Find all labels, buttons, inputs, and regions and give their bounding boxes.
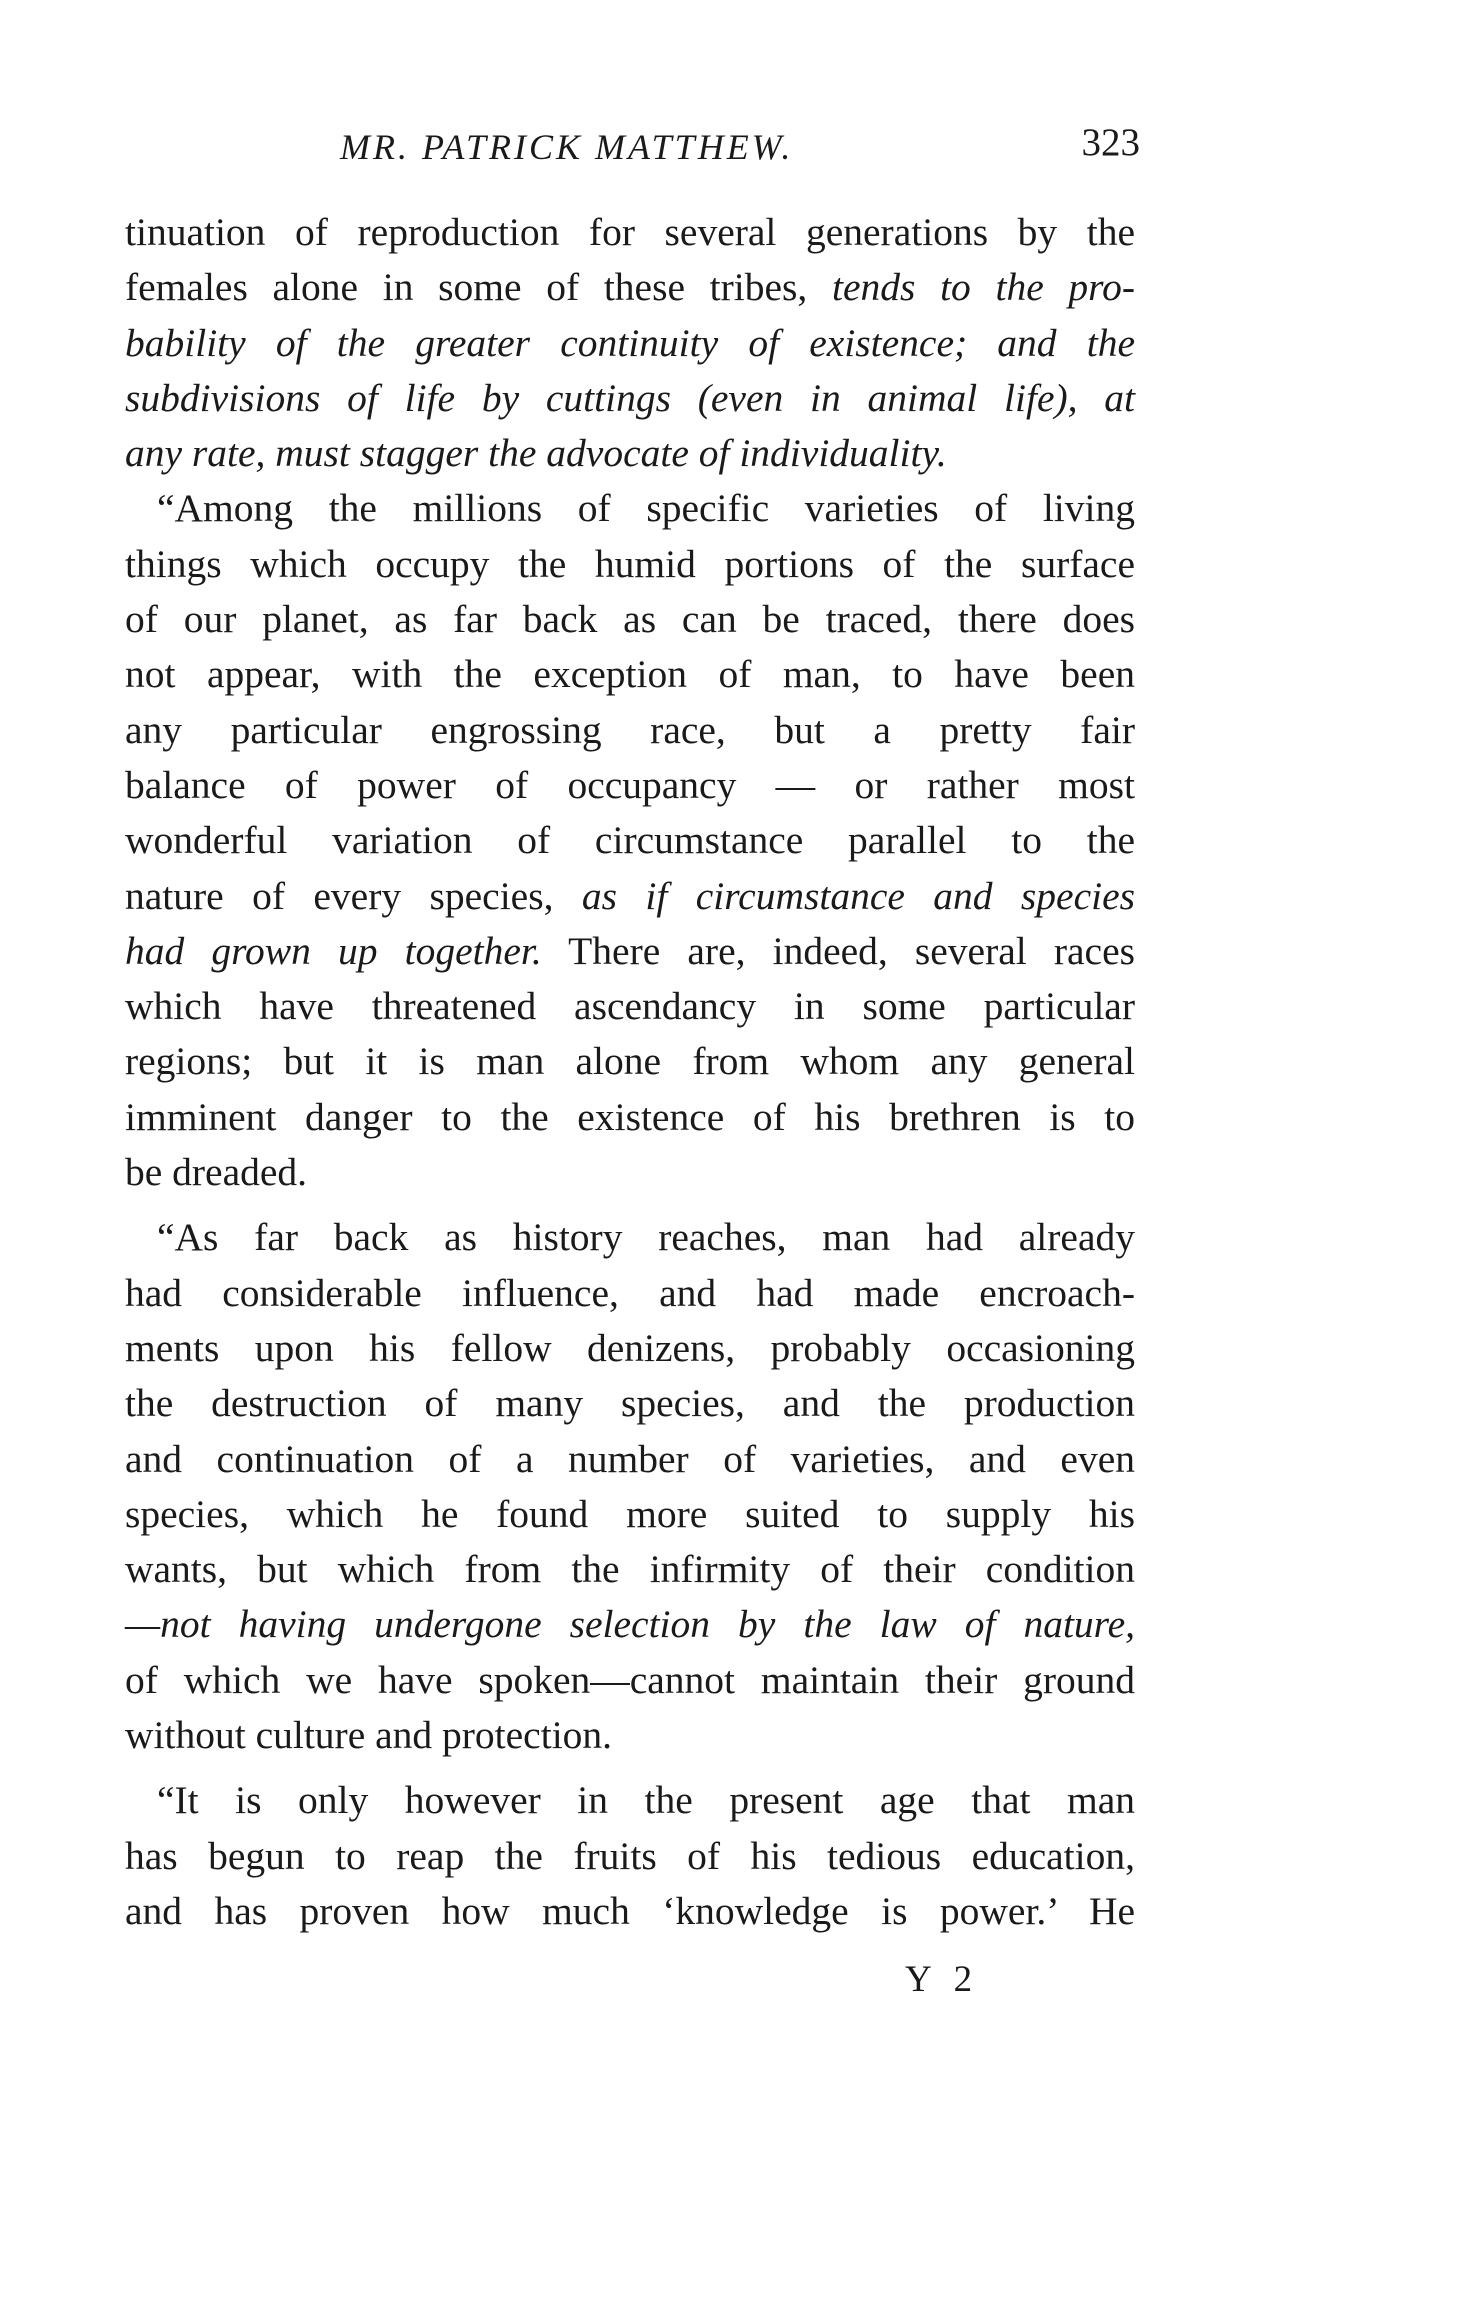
text-line: any rate, must stagger the advocate of individuality. <box>125 431 947 476</box>
text-line: had grown up together. There are, indeed, several races <box>125 928 1135 973</box>
page-number: 323 <box>1081 121 1140 164</box>
text-line: “As far back as history reaches, man had already <box>157 1215 1135 1260</box>
text-line: “It is only however in the present age that man <box>157 1778 1135 1823</box>
text-line: which have threatened ascendancy in some particular <box>125 984 1135 1029</box>
text-line: balance of power of occupancy — or rather most <box>125 762 1135 807</box>
text-line: any particular engrossing race, but a pretty fair <box>125 707 1135 752</box>
signature-mark: Y 2 <box>905 1959 980 2000</box>
text-line: —not having undergone selection by the law of nature, <box>125 1602 1135 1647</box>
text-line: not appear, with the exception of man, to have been <box>125 652 1135 697</box>
text-line: females alone in some of these tribes, tends to the pro- <box>125 265 1135 310</box>
text-line: of which we have spoken—cannot maintain their ground <box>125 1657 1135 1702</box>
text-line: wonderful variation of circumstance parallel to the <box>125 818 1135 863</box>
text-line: had considerable influence, and had made encroach- <box>125 1270 1135 1315</box>
body-text <box>125 205 1135 1939</box>
text-line: and continuation of a number of varieties, and even <box>125 1436 1135 1481</box>
text-line: imminent danger to the existence of his brethren is to <box>125 1094 1135 1139</box>
running-head: MR. PATRICK MATTHEW. <box>340 127 794 167</box>
text-line: bability of the greater continuity of existence; and the <box>125 320 1135 365</box>
text-line: things which occupy the humid portions of the surface <box>125 541 1135 586</box>
text-line: species, which he found more suited to supply his <box>125 1491 1135 1536</box>
text-line: subdivisions of life by cuttings (even in animal life), at <box>125 375 1135 420</box>
text-line: ments upon his fellow denizens, probably occasioning <box>125 1325 1135 1370</box>
text-line: and has proven how much ‘knowledge is power.’ He <box>125 1888 1135 1933</box>
text-line: “Among the millions of specific varieties of living <box>157 486 1135 531</box>
text-line: nature of every species, as if circumstance and species <box>125 873 1135 918</box>
text-line: of our planet, as far back as can be traced, there does <box>125 597 1135 642</box>
text-line: tinuation of reproduction for several generations by the <box>125 210 1135 254</box>
page-header <box>340 120 1140 180</box>
text-line: has begun to reap the fruits of his tedious education, <box>125 1833 1135 1878</box>
text-line: regions; but it is man alone from whom any general <box>125 1039 1135 1084</box>
text-line: wants, but which from the infirmity of their condition <box>125 1547 1135 1592</box>
text-line: be dreaded. <box>125 1150 308 1195</box>
text-line: the destruction of many species, and the production <box>125 1381 1135 1426</box>
text-line: without culture and protection. <box>125 1713 613 1758</box>
